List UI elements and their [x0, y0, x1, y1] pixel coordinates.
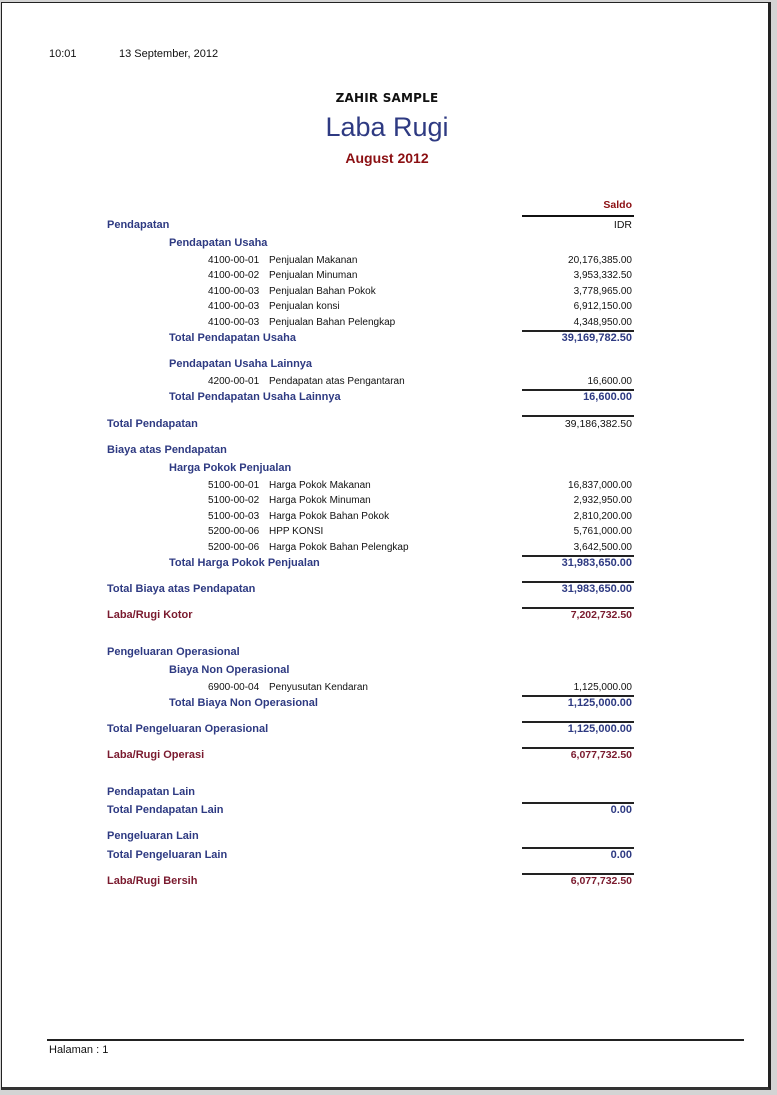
- total-pendapatan: [2, 418, 772, 434]
- report-page: [1, 2, 771, 1090]
- column-header-rule: [522, 215, 634, 217]
- total-biaya-atas-pendapatan: [2, 583, 772, 599]
- group-pendapatan-usaha: [2, 237, 772, 253]
- account-code: 5100-00-03: [208, 511, 260, 522]
- account-code: 4100-00-03: [208, 301, 260, 312]
- account-amount: 5,761,000.00: [573, 526, 632, 537]
- section-label: Pengeluaran Lain: [107, 830, 199, 842]
- account-row: [2, 376, 772, 392]
- laba-rugi-operasi: [2, 749, 772, 765]
- total-label: Total Pendapatan: [107, 418, 198, 430]
- total-amount: 0.00: [610, 849, 632, 861]
- page-number: Halaman : 1: [49, 1044, 109, 1056]
- group-harga-pokok-penjualan: [2, 462, 772, 478]
- company-name: ZAHIR SAMPLE: [335, 91, 439, 105]
- total-label: Total Biaya Non Operasional: [169, 697, 318, 709]
- account-name: Pendapatan atas Pengantaran: [269, 376, 405, 387]
- account-amount: 2,932,950.00: [573, 495, 632, 506]
- total-amount: 0.00: [610, 804, 632, 816]
- account-row: [2, 511, 772, 527]
- account-row: [2, 317, 772, 333]
- account-amount: 16,837,000.00: [568, 480, 632, 491]
- account-code: 4100-00-02: [208, 270, 260, 281]
- account-amount: 3,953,332.50: [573, 270, 632, 281]
- account-name: Penjualan Bahan Pelengkap: [269, 317, 396, 328]
- total-pengeluaran-lain: [2, 849, 772, 865]
- account-amount: 16,600.00: [587, 376, 632, 387]
- account-name: Penjualan konsi: [269, 301, 340, 312]
- account-row: [2, 301, 772, 317]
- account-row: [2, 270, 772, 286]
- laba-rugi-kotor: [2, 609, 772, 625]
- group-biaya-non-operasional: [2, 664, 772, 680]
- total-biaya-non-operasional: [2, 697, 772, 713]
- account-row: [2, 480, 772, 496]
- footer-rule: [47, 1039, 744, 1041]
- account-code: 5200-00-06: [208, 526, 260, 537]
- account-amount: 2,810,200.00: [573, 511, 632, 522]
- account-name: Harga Pokok Minuman: [269, 495, 371, 506]
- account-name: Harga Pokok Bahan Pelengkap: [269, 542, 409, 553]
- group-label: Biaya Non Operasional: [169, 664, 290, 676]
- group-label: Harga Pokok Penjualan: [169, 462, 292, 474]
- total-amount: 39,169,782.50: [561, 332, 632, 344]
- total-pengeluaran-operasional: [2, 723, 772, 739]
- section-pengeluaran-operasional: [2, 646, 772, 662]
- currency-label: IDR: [613, 219, 632, 231]
- group-label: Pendapatan Usaha: [169, 237, 268, 249]
- section-pendapatan-lain: [2, 786, 772, 802]
- total-amount: 39,186,382.50: [564, 418, 632, 430]
- profit-label: Laba/Rugi Bersih: [107, 875, 198, 887]
- total-label: Total Pendapatan Usaha Lainnya: [169, 391, 341, 403]
- account-name: Harga Pokok Bahan Pokok: [269, 511, 390, 522]
- account-amount: 6,912,150.00: [573, 301, 632, 312]
- report-title: Laba Rugi: [325, 112, 449, 142]
- total-label: Total Harga Pokok Penjualan: [169, 557, 320, 569]
- total-label: Total Biaya atas Pendapatan: [107, 583, 256, 595]
- account-name: Penyusutan Kendaran: [269, 682, 368, 693]
- print-date: 13 September, 2012: [119, 48, 219, 60]
- account-row: [2, 682, 772, 698]
- total-amount: 1,125,000.00: [567, 723, 632, 735]
- account-name: Penjualan Makanan: [269, 255, 358, 266]
- print-time: 10:01: [49, 48, 77, 60]
- profit-amount: 7,202,732.50: [570, 609, 632, 621]
- account-row: [2, 542, 772, 558]
- section-biaya-atas-pendapatan: [2, 444, 772, 460]
- account-row: [2, 286, 772, 302]
- account-name: Penjualan Minuman: [269, 270, 358, 281]
- account-code: 5100-00-01: [208, 480, 260, 491]
- group-pendapatan-usaha-lainnya: [2, 358, 772, 374]
- total-amount: 31,983,650.00: [561, 557, 632, 569]
- total-pendapatan-usaha-lainnya: [2, 391, 772, 407]
- section-label: Pengeluaran Operasional: [107, 646, 240, 658]
- total-pendapatan-usaha: [2, 332, 772, 348]
- section-pendapatan: [2, 219, 772, 235]
- total-label: Total Pendapatan Lain: [107, 804, 224, 816]
- section-label: Pendapatan: [107, 219, 170, 231]
- account-code: 4100-00-03: [208, 317, 260, 328]
- account-amount: 4,348,950.00: [573, 317, 632, 328]
- total-amount: 1,125,000.00: [567, 697, 632, 709]
- section-pengeluaran-lain: [2, 830, 772, 846]
- account-name: HPP KONSI: [269, 526, 324, 537]
- account-amount: 3,778,965.00: [573, 286, 632, 297]
- total-harga-pokok-penjualan: [2, 557, 772, 573]
- account-code: 6900-00-04: [208, 682, 260, 693]
- account-row: [2, 255, 772, 271]
- account-code: 4200-00-01: [208, 376, 260, 387]
- total-rule: [522, 415, 634, 417]
- profit-label: Laba/Rugi Kotor: [107, 609, 193, 621]
- section-label: Pendapatan Lain: [107, 786, 196, 798]
- profit-label: Laba/Rugi Operasi: [107, 749, 205, 761]
- column-header-saldo: Saldo: [603, 199, 632, 211]
- account-code: 5100-00-02: [208, 495, 260, 506]
- account-amount: 1,125,000.00: [573, 682, 632, 693]
- account-code: 5200-00-06: [208, 542, 260, 553]
- account-row: [2, 526, 772, 542]
- profit-amount: 6,077,732.50: [570, 875, 632, 887]
- profit-amount: 6,077,732.50: [570, 749, 632, 761]
- section-label: Biaya atas Pendapatan: [107, 444, 227, 456]
- account-name: Penjualan Bahan Pokok: [269, 286, 376, 297]
- total-label: Total Pengeluaran Operasional: [107, 723, 269, 735]
- total-pendapatan-lain: [2, 804, 772, 820]
- group-label: Pendapatan Usaha Lainnya: [169, 358, 313, 370]
- account-code: 4100-00-01: [208, 255, 260, 266]
- total-amount: 31,983,650.00: [561, 583, 632, 595]
- account-row: [2, 495, 772, 511]
- report-period: August 2012: [345, 150, 429, 166]
- total-label: Total Pendapatan Usaha: [169, 332, 296, 344]
- total-amount: 16,600.00: [583, 391, 632, 403]
- total-label: Total Pengeluaran Lain: [107, 849, 228, 861]
- account-amount: 20,176,385.00: [568, 255, 632, 266]
- laba-rugi-bersih: [2, 875, 772, 891]
- account-amount: 3,642,500.00: [573, 542, 632, 553]
- account-name: Harga Pokok Makanan: [269, 480, 371, 491]
- account-code: 4100-00-03: [208, 286, 260, 297]
